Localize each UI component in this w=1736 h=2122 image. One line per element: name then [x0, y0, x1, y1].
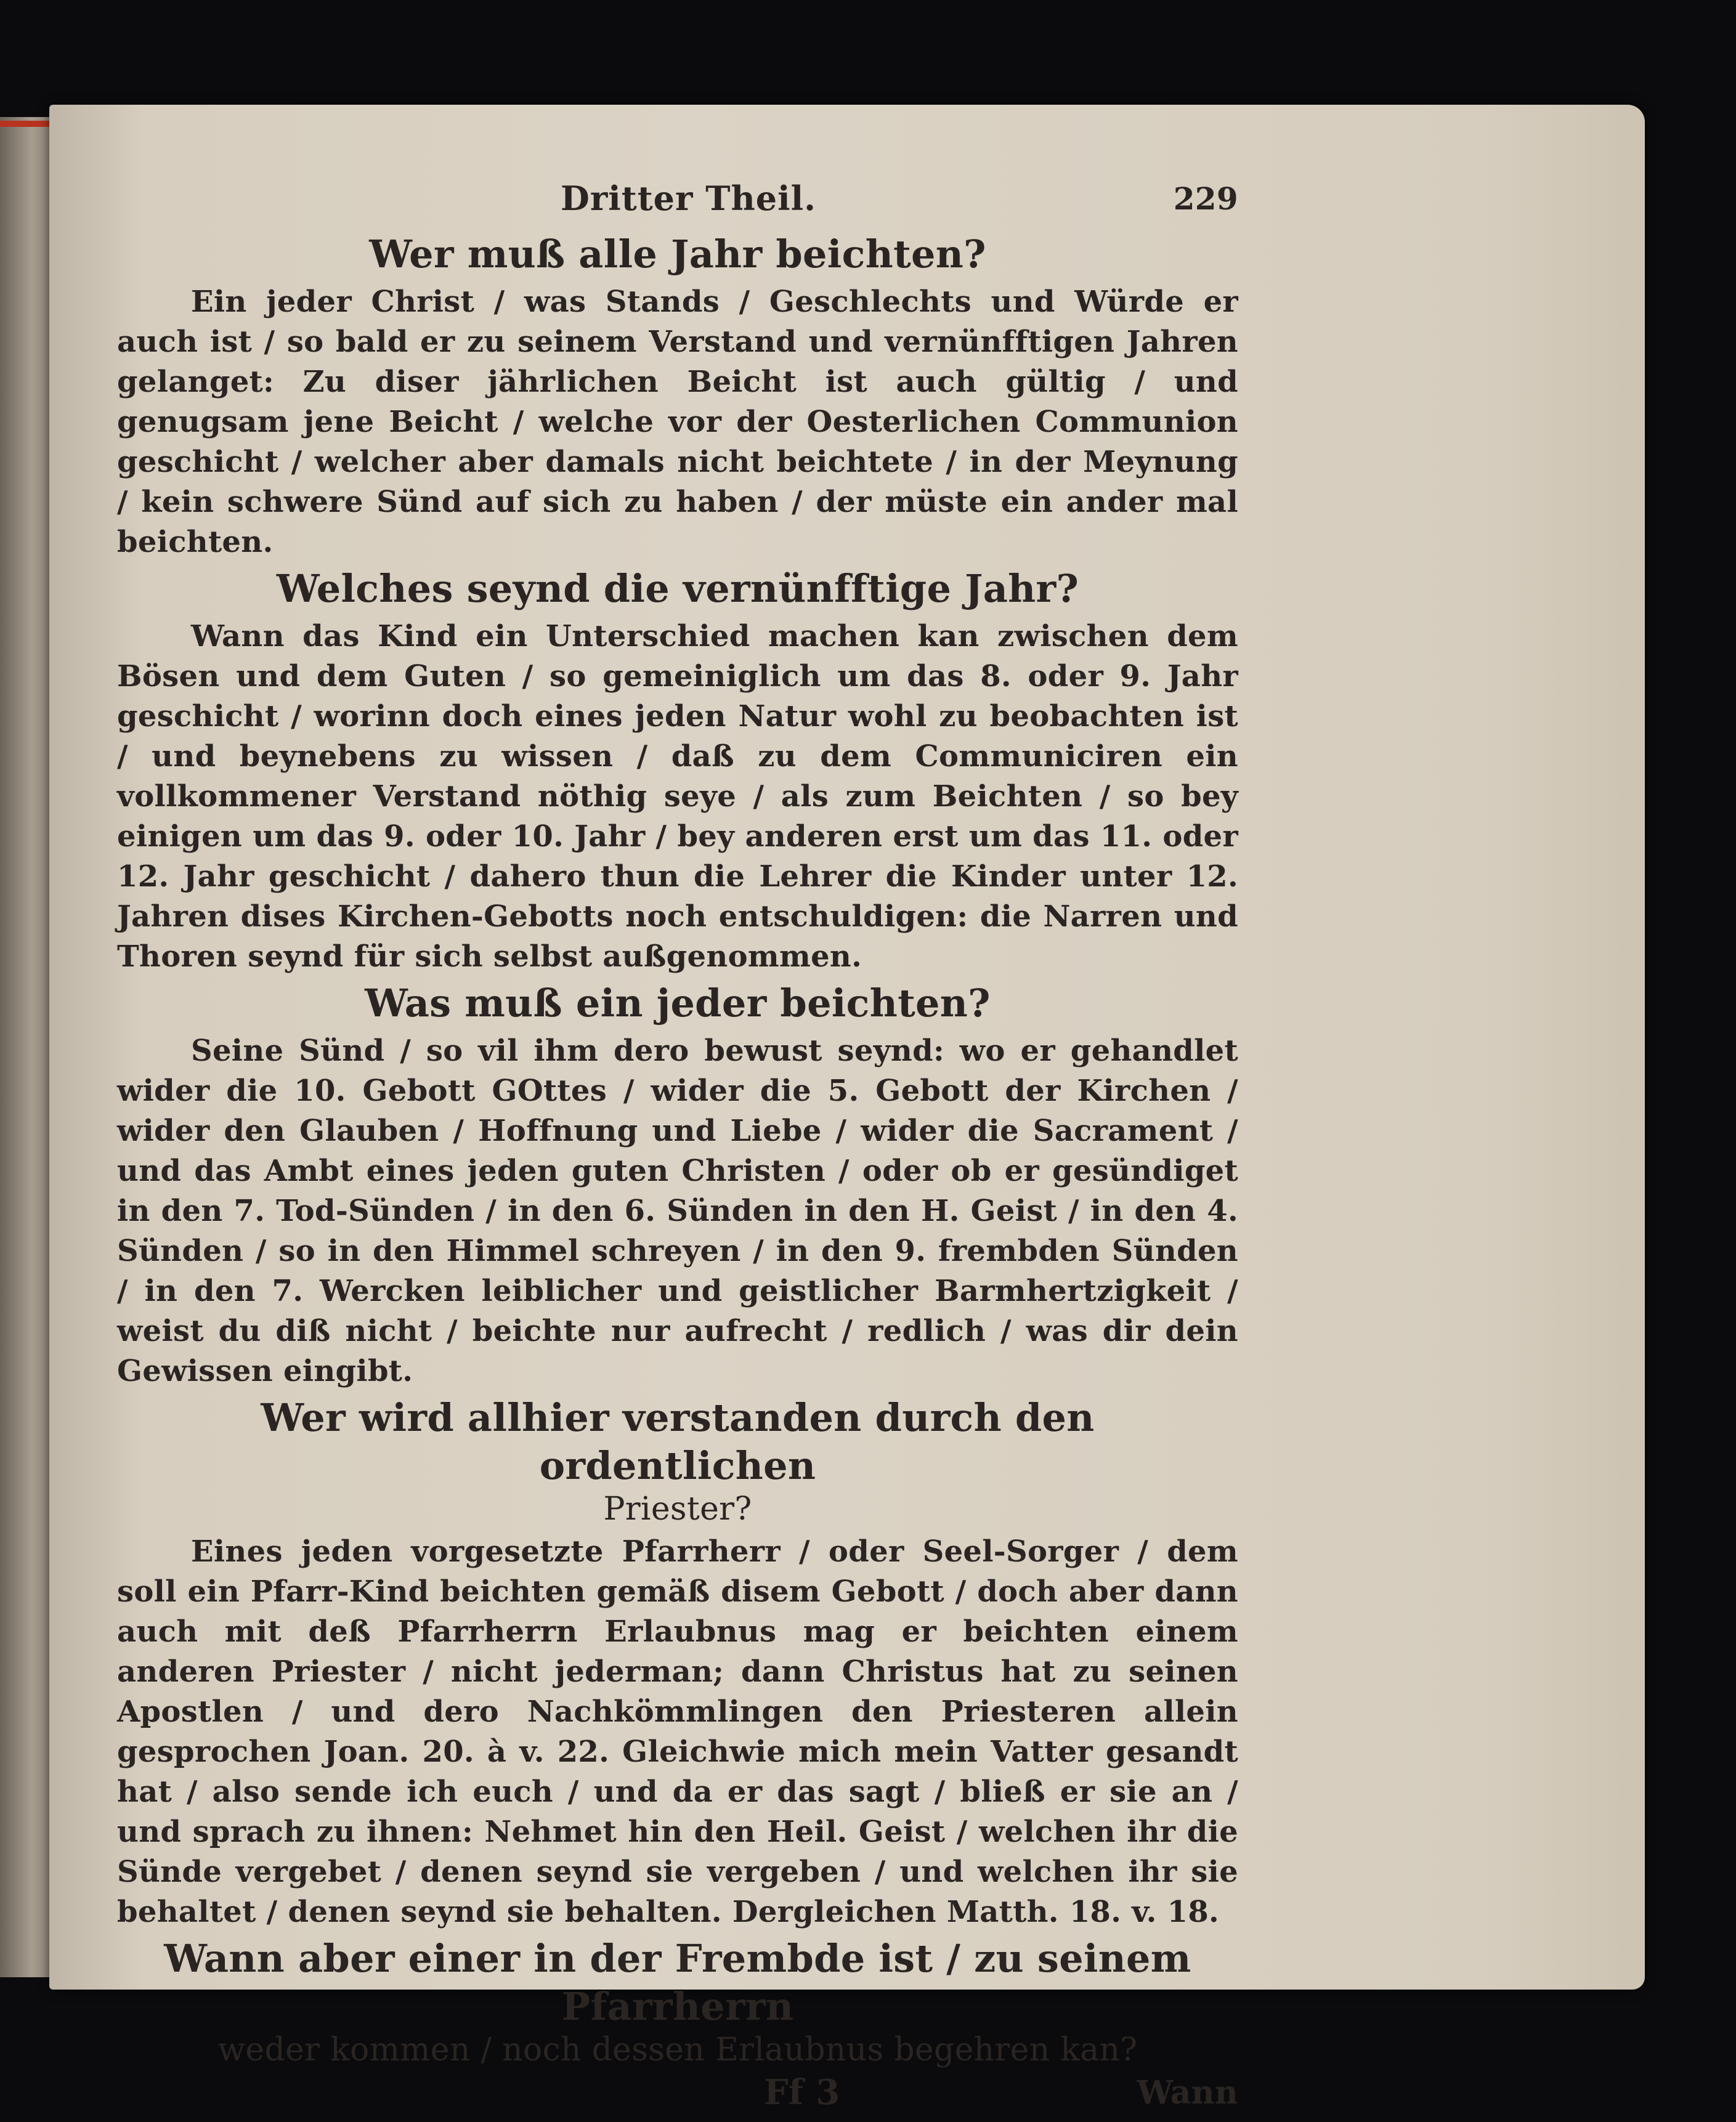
question-heading: Was muß ein jeder beichten? [365, 981, 991, 1026]
running-head [117, 179, 1238, 228]
question-heading [117, 1935, 1238, 2069]
question-line-1: Wer wird allhier verstanden durch den ordentlichen [261, 1395, 1095, 1488]
page-number: 229 [1173, 180, 1238, 217]
answer-paragraph: Eines jeden vorgesetzte Pfarrherr / oder Seel-Sorger / dem soll ein Pfarr-Kind beichten gemäß disem Gebott / doch aber dann auch mit deß Pfarrherrn Erlaubnus mag er beichten einem anderen Priester / nicht jederman; dann Christus hat zu seinen Apostlen / und dero Nachkömmlingen den Priesteren allein gesprochen Joan. 20. à v. 22. Gleichwie mich mein Vatter gesandt hat / also sende ich euch / und da er das sagt / bließ er sie an / und sprach zu ihnen: Nehmet hin den Heil. Geist / welchen ihr die Sünde vergebet / denen seynd sie vergeben / und welchen ihr sie behaltet / denen seynd sie behalten. Dergleichen Matth. 18. v. 18. [117, 1534, 1238, 1929]
question-heading: Welches seynd die vernünfftige Jahr? [276, 566, 1079, 611]
section-4 [117, 1394, 1238, 1932]
question-line-2: Priester? [603, 1491, 752, 1528]
question-line-2: weder kommen / noch dessen Erlaubnus begehren kan? [217, 2031, 1138, 2068]
question-heading [117, 1394, 1238, 1528]
page-footer [117, 2073, 1238, 2122]
question-line-1: Wann aber einer in der Frembde ist / zu seinem Pfarrherrn [164, 1936, 1191, 2029]
section-1 [117, 230, 1238, 562]
text-block [117, 179, 1238, 2113]
catchword: Wann [1137, 2074, 1238, 2112]
answer-paragraph: Ein jeder Christ / was Stands / Geschlechts und Würde er auch ist / so bald er zu seinem Verstand und vernünfftigen Jahren gelanget: Zu diser jährlichen Beicht ist auch gültig / und genugsam jene Beicht / welche vor der Oesterlichen Communion geschicht / welcher aber damals nicht beichtete / in der Meynung / kein schwere Sünd auf sich zu haben / der müste ein ander mal beichten. [117, 285, 1238, 559]
answer-paragraph: Wann das Kind ein Unterschied machen kan zwischen dem Bösen und dem Guten / so gemeiniglich um das 8. oder 9. Jahr geschicht / worinn doch eines jeden Natur wohl zu beobachten ist / und beynebens zu wissen / daß zu dem Communiciren ein vollkommener Verstand nöthig seye / als zum Beichten / so bey einigen um das 9. oder 10. Jahr / bey anderen erst um das 11. oder 12. Jahr geschicht / dahero thun die Lehrer die Kinder unter 12. Jahren dises Kirchen-Gebotts noch entschuldigen: die Narren und Thoren seynd für sich selbst außgenommen. [117, 619, 1238, 974]
question-heading: Wer muß alle Jahr beichten? [369, 232, 986, 277]
section-3 [117, 979, 1238, 1391]
signature-mark: Ff 3 [764, 2072, 840, 2113]
running-title: Dritter Theil. [561, 179, 816, 218]
section-5 [117, 1935, 1238, 2069]
section-2 [117, 565, 1238, 977]
binding-thread [0, 121, 57, 127]
answer-paragraph: Seine Sünd / so vil ihm dero bewust seynd: wo er gehandlet wider die 10. Gebott GOttes / wider die 5. Gebott der Kirchen / wider den Glauben / Hoffnung und Liebe / wider die Sacrament / und das Ambt eines jeden guten Christen / oder ob er gesündiget in den 7. Tod-Sünden / in den 6. Sünden in den H. Geist / in den 4. Sünden / so in den Himmel schreyen / in den 9. frembden Sünden / in den 7. Wercken leiblicher und geistlicher Barmhertzigkeit / weist du diß nicht / beichte nur aufrecht / redlich / was dir dein Gewissen eingibt. [117, 1034, 1238, 1388]
